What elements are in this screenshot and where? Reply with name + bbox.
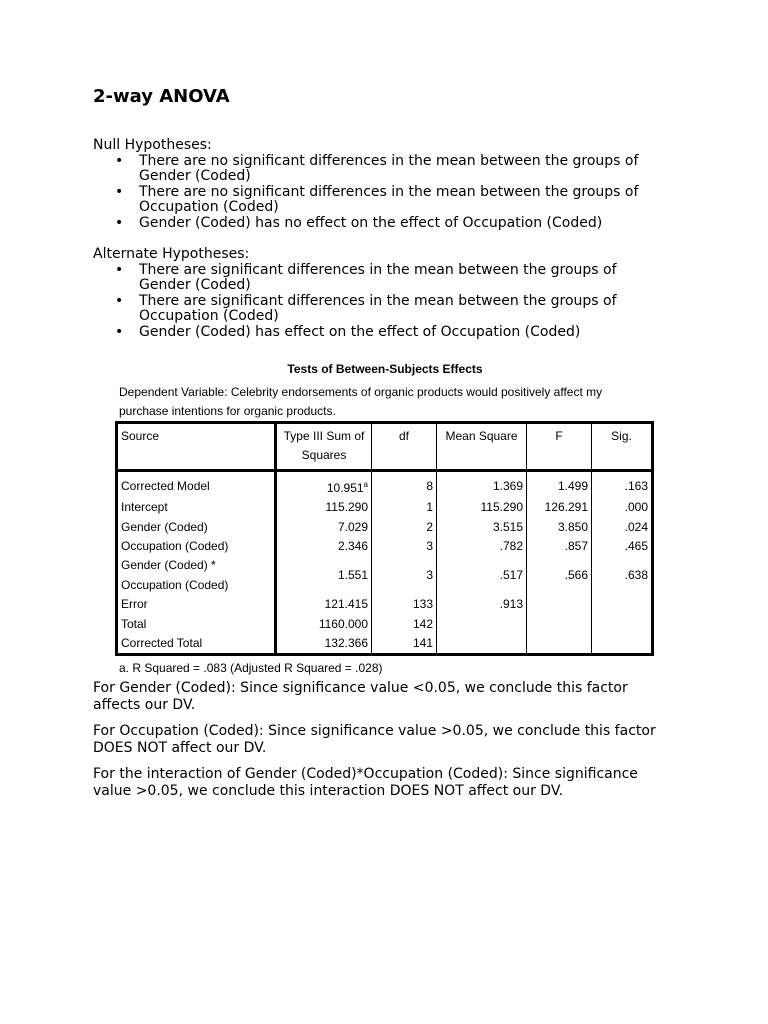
sum-of-squares-cell: 132.366: [276, 634, 372, 655]
table-row: [117, 518, 653, 537]
mean-square-cell: .913: [437, 595, 527, 614]
sum-of-squares-cell: 1.551: [276, 556, 372, 595]
df-cell: 133: [372, 595, 437, 614]
mean-square-cell: [437, 634, 527, 655]
bullet-icon: •: [115, 323, 124, 340]
sig-cell: [592, 595, 653, 614]
table-row: [117, 537, 653, 556]
null-hypotheses-list: [93, 154, 659, 232]
column-header-df: df: [372, 423, 437, 471]
table-footnote: a. R Squared = .083 (Adjusted R Squared = .028): [119, 661, 383, 676]
list-item: • Gender (Coded) has effect on the effect of Occupation (Coded): [115, 323, 581, 340]
alternate-hypotheses-section: [93, 247, 659, 341]
df-cell: 2: [372, 518, 437, 537]
sum-of-squares-cell: 7.029: [276, 518, 372, 537]
null-hypotheses-label: Null Hypotheses:: [93, 137, 212, 153]
f-cell: .857: [527, 537, 592, 556]
source-cell: Total: [117, 615, 276, 634]
column-header-source: Source: [117, 423, 276, 471]
bullet-icon: •: [115, 214, 124, 231]
sum-of-squares-cell: 10.951$^a$: [276, 470, 372, 498]
list-item: • There are significant differences in the mean between the groups of Occupation (Coded): [115, 292, 617, 325]
sig-cell: .163: [592, 470, 653, 498]
df-cell: 142: [372, 615, 437, 634]
conclusions-section: [93, 680, 673, 809]
alternate-hypotheses-list: [93, 263, 659, 341]
f-cell: [527, 595, 592, 614]
df-cell: 141: [372, 634, 437, 655]
f-cell: [527, 634, 592, 655]
conclusion-gender: For Gender (Coded): Since significance value <0.05, we conclude this factor affects our DV.: [93, 680, 628, 713]
bullet-icon: •: [115, 292, 124, 309]
sum-of-squares-cell: 1160.000: [276, 615, 372, 634]
f-cell: [527, 615, 592, 634]
f-cell: 3.850: [527, 518, 592, 537]
f-cell: 1.499: [527, 470, 592, 498]
sig-cell: .024: [592, 518, 653, 537]
table-row: [117, 498, 653, 517]
table-row: [117, 556, 653, 595]
f-cell: .566: [527, 556, 592, 595]
table-header-row: [117, 423, 653, 471]
table-row: [117, 615, 653, 634]
source-cell: Gender (Coded) * Occupation (Coded): [117, 556, 276, 595]
df-cell: 8: [372, 470, 437, 498]
column-header-mean-square: Mean Square: [437, 423, 527, 471]
df-cell: 3: [372, 556, 437, 595]
footnote-marker: a: [363, 479, 368, 489]
mean-square-cell: 3.515: [437, 518, 527, 537]
source-cell: Gender (Coded): [117, 518, 276, 537]
conclusion-interaction: For the interaction of Gender (Coded)*Occupation (Coded): Since significance value >0.05, we conclude this interaction DOES NOT affect our DV.: [93, 766, 638, 799]
bullet-icon: •: [115, 183, 124, 200]
mean-square-cell: .517: [437, 556, 527, 595]
mean-square-cell: .782: [437, 537, 527, 556]
list-item: • Gender (Coded) has no effect on the effect of Occupation (Coded): [115, 214, 603, 231]
sig-cell: [592, 634, 653, 655]
sum-of-squares-cell: 115.290: [276, 498, 372, 517]
source-cell: Error: [117, 595, 276, 614]
bullet-icon: •: [115, 261, 124, 278]
sig-cell: .638: [592, 556, 653, 595]
mean-square-cell: 115.290: [437, 498, 527, 517]
anova-table: [115, 421, 654, 656]
dependent-variable-caption: Dependent Variable: Celebrity endorsements of organic products would positively affect my purchase intentions for organic products.: [119, 385, 603, 418]
list-item: • There are no significant differences in the mean between the groups of Gender (Coded): [115, 152, 639, 185]
table-row: [117, 595, 653, 614]
sum-of-squares-cell: 121.415: [276, 595, 372, 614]
table-title: Tests of Between-Subjects Effects: [287, 362, 483, 376]
anova-output: [115, 362, 655, 675]
mean-square-cell: [437, 615, 527, 634]
column-header-f: F: [527, 423, 592, 471]
f-cell: 126.291: [527, 498, 592, 517]
sig-cell: .000: [592, 498, 653, 517]
list-item: • There are significant differences in the mean between the groups of Gender (Coded): [115, 261, 617, 294]
bullet-icon: •: [115, 152, 124, 169]
df-cell: 3: [372, 537, 437, 556]
null-hypotheses-section: [93, 138, 659, 232]
conclusion-occupation: For Occupation (Coded): Since significance value >0.05, we conclude this factor DOES NOT affect our DV.: [93, 723, 656, 756]
source-cell: Occupation (Coded): [117, 537, 276, 556]
table-row: [117, 634, 653, 655]
column-header-sig: Sig.: [592, 423, 653, 471]
source-cell: Intercept: [117, 498, 276, 517]
source-cell: Corrected Model: [117, 470, 276, 498]
alternate-hypotheses-label: Alternate Hypotheses:: [93, 246, 250, 262]
sig-cell: [592, 615, 653, 634]
column-header-sum-of-squares: Type III Sum of Squares: [276, 423, 372, 471]
list-item: • There are no significant differences in the mean between the groups of Occupation (Coded): [115, 183, 639, 216]
source-cell: Corrected Total: [117, 634, 276, 655]
df-cell: 1: [372, 498, 437, 517]
document-title: 2-way ANOVA: [93, 86, 230, 107]
sig-cell: .465: [592, 537, 653, 556]
mean-square-cell: 1.369: [437, 470, 527, 498]
sum-of-squares-cell: 2.346: [276, 537, 372, 556]
table-row: [117, 470, 653, 498]
